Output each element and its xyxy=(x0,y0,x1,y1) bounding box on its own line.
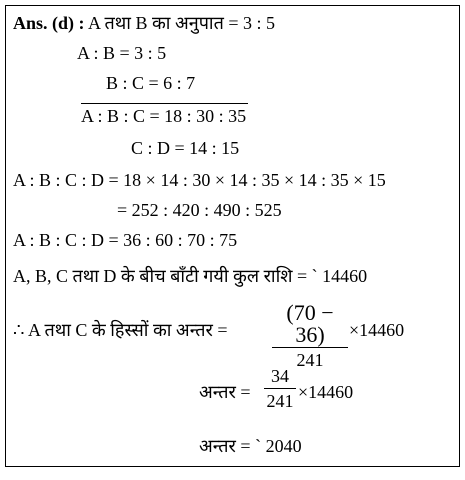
fraction-bar xyxy=(272,347,348,348)
step-denominator: 241 xyxy=(266,391,294,411)
fraction-numerator: (70 − 36) xyxy=(286,300,334,347)
ratio-cd: C : D = 14 : 15 xyxy=(131,138,240,158)
ratio-abc: A : B : C = 18 : 30 : 35 xyxy=(81,106,247,126)
answer-line-1 xyxy=(13,12,275,34)
difference-fraction xyxy=(272,302,348,371)
answer-box xyxy=(5,5,460,467)
ratio-abcd-expanded: A : B : C : D = 18 × 14 : 30 × 14 : 35 × 14 : 35 × 15 xyxy=(13,170,386,190)
combine-rule xyxy=(81,103,248,104)
difference-ac-label: ∴ A तथा C के हिस्सों का अन्तर = xyxy=(13,320,228,340)
step-fraction-bar xyxy=(264,388,296,389)
ratio-abcd-values: = 252 : 420 : 490 : 525 xyxy=(117,200,282,220)
ratio-abcd-simplified: A : B : C : D = 36 : 60 : 70 : 75 xyxy=(13,230,238,250)
total-amount-line: A, B, C तथा D के बीच बाँटी गयी कुल राशि = ` 14460 xyxy=(13,266,368,286)
ratio-bc: B : C = 6 : 7 xyxy=(106,73,196,93)
ratio-ab: A : B = 3 : 5 xyxy=(77,43,167,63)
ratio-ab-statement: A तथा B का अनुपात = 3 : 5 xyxy=(88,13,275,33)
answer-label: Ans. (d) : xyxy=(13,13,85,33)
fraction-denominator: 241 xyxy=(296,350,324,370)
difference-step-multiplier: ×14460 xyxy=(298,382,354,402)
difference-result: अन्तर = ` 2040 xyxy=(199,436,302,456)
difference-step-label: अन्तर = xyxy=(199,382,251,402)
difference-step-fraction xyxy=(264,365,296,412)
step-numerator: 34 xyxy=(271,366,289,386)
difference-multiplier: ×14460 xyxy=(349,320,405,340)
